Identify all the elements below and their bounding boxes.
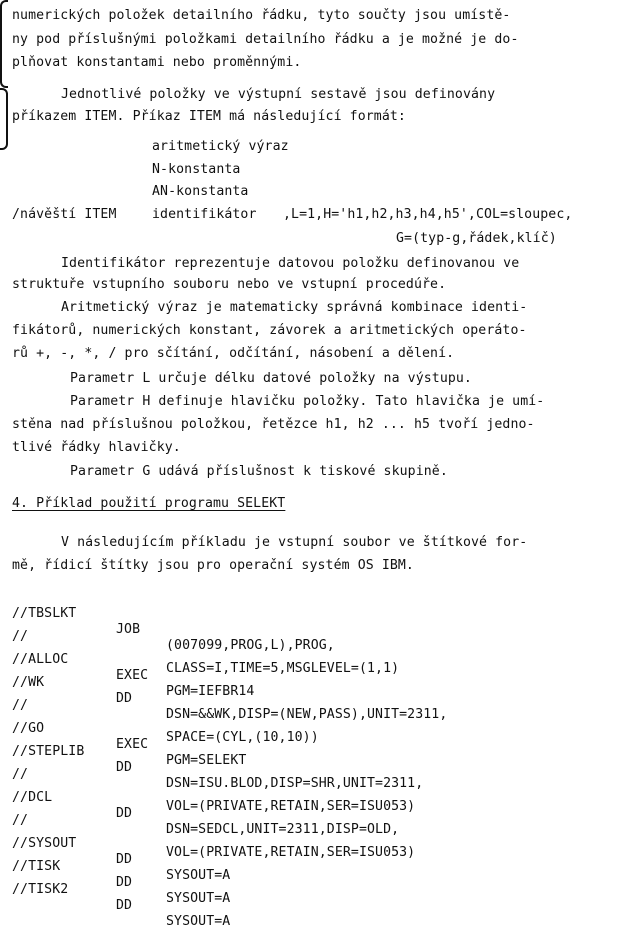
jcl-op: DD	[116, 875, 133, 890]
jcl-name: //SYSOUT	[12, 836, 77, 851]
jcl-operand: VOL=(PRIVATE,RETAIN,SER=ISU053)	[166, 845, 416, 860]
jcl-operand: DSN=SEDCL,UNIT=2311,DISP=OLD,	[166, 822, 400, 837]
jcl-name: //STEPLIB	[12, 744, 85, 759]
text-line: tlivé řádky hlavičky.	[12, 440, 181, 455]
jcl-name: //	[12, 767, 29, 782]
text-line: struktuře vstupního souboru nebo ve vstupní procedúře.	[12, 277, 447, 292]
text-line: rů +, -, *, / pro sčítání, odčítání, násobení a dělení.	[12, 346, 455, 361]
jcl-op: DD	[116, 852, 133, 867]
text-line: Parametr H definuje hlavičku položky. Tato hlavička je umí-	[70, 394, 545, 409]
jcl-name: //DCL	[12, 790, 53, 805]
jcl-name: //WK	[12, 675, 45, 690]
text-line: Parametr L určuje délku datové položky na výstupu.	[70, 371, 472, 386]
format-option: AN-konstanta	[152, 184, 249, 199]
jcl-line	[12, 866, 632, 946]
text-line: Parametr G udává příslušnost k tiskové skupině.	[70, 464, 448, 479]
text-line: plňovat konstantami nebo proměnnými.	[12, 55, 302, 70]
format-params: ,L=1,H='h1,h2,h3,h4,h5',COL=sloupec,	[283, 207, 573, 222]
jcl-op: DD	[116, 760, 133, 775]
text-line: ny pod příslušnými položkami detailního řádku a je možné je do-	[12, 32, 519, 47]
jcl-operand: DSN=&&WK,DISP=(NEW,PASS),UNIT=2311,	[166, 707, 448, 722]
jcl-operand: DSN=ISU.BLOD,DISP=SHR,UNIT=2311,	[166, 776, 424, 791]
jcl-name: //ALLOC	[12, 652, 69, 667]
jcl-operand: SYSOUT=A	[166, 891, 231, 906]
format-option: N-konstanta	[152, 162, 241, 177]
text-line: Identifikátor reprezentuje datovou položku definovanou ve	[61, 256, 520, 271]
format-option: identifikátor	[152, 207, 257, 222]
text-line: Aritmetický výraz je matematicky správná kombinace identi-	[61, 300, 528, 315]
jcl-operand: (007099,PROG,L),PROG,	[166, 638, 335, 653]
text-line: Jednotlivé položky ve výstupní sestavě jsou definovány	[61, 87, 496, 102]
jcl-name: //	[12, 813, 29, 828]
jcl-op: JOB	[116, 622, 141, 637]
jcl-operand: SPACE=(CYL,(10,10))	[166, 730, 319, 745]
jcl-operand: SYSOUT=A	[166, 868, 231, 883]
jcl-name: //TISK	[12, 859, 61, 874]
jcl-name: //	[12, 698, 29, 713]
text-line: V následujícím příkladu je vstupní soubor ve štítkové for-	[61, 535, 528, 550]
jcl-op: EXEC	[116, 737, 149, 752]
format-params: G=(typ-g,řádek,klíč)	[396, 231, 557, 246]
jcl-name: //	[12, 629, 29, 644]
right-brace	[0, 88, 8, 150]
jcl-op: DD	[116, 691, 133, 706]
jcl-operand: PGM=SELEKT	[166, 753, 247, 768]
text-line: mě, řídicí štítky jsou pro operační systém OS IBM.	[12, 558, 414, 573]
left-brace	[0, 0, 8, 88]
text-line: příkazem ITEM. Příkaz ITEM má následující formát:	[12, 109, 406, 124]
jcl-operand: VOL=(PRIVATE,RETAIN,SER=ISU053)	[166, 799, 416, 814]
jcl-op: DD	[116, 898, 133, 913]
jcl-name: //TISK2	[12, 882, 69, 897]
jcl-operand: SYSOUT=A	[166, 914, 231, 929]
section-heading: 4. Příklad použití programu SELEKT	[12, 496, 286, 511]
jcl-operand: CLASS=I,TIME=5,MSGLEVEL=(1,1)	[166, 661, 400, 676]
jcl-name: //TBSLKT	[12, 606, 77, 621]
jcl-listing	[12, 590, 632, 929]
format-prefix: /návěští ITEM	[12, 207, 117, 222]
jcl-operand: PGM=IEFBR14	[166, 684, 255, 699]
jcl-name: //GO	[12, 721, 45, 736]
text-line: numerických položek detailního řádku, tyto součty jsou umístě-	[12, 8, 511, 23]
format-option: aritmetický výraz	[152, 139, 289, 154]
text-line: stěna nad příslušnou položkou, řetězce h1, h2 ... h5 tvoří jedno-	[12, 417, 535, 432]
text-line: fikátorů, numerických konstant, závorek a aritmetických operáto-	[12, 323, 527, 338]
jcl-op: EXEC	[116, 668, 149, 683]
jcl-op: DD	[116, 806, 133, 821]
